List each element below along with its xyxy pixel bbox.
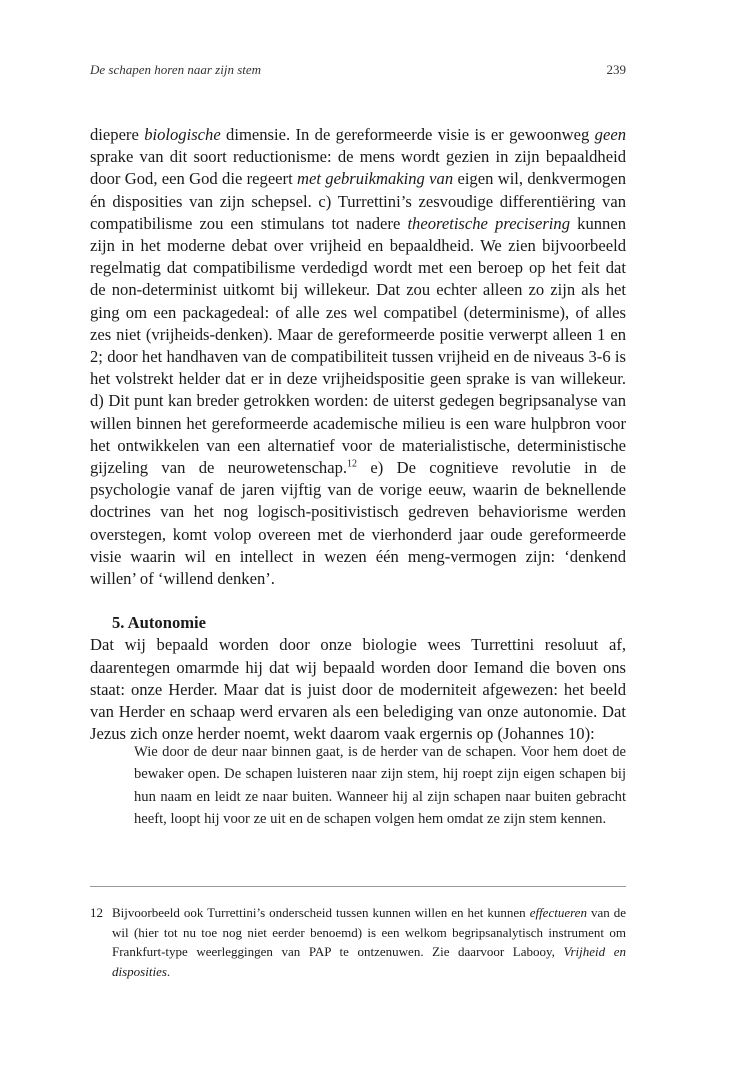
section-heading: 5. Autonomie	[112, 613, 207, 633]
text-run: Bijvoorbeeld ook Turrettini’s onderscheid tussen kunnen willen en het kunnen	[112, 905, 530, 920]
footnote-text	[112, 903, 626, 981]
main-text	[90, 124, 626, 745]
paragraph-2: Dat wij bepaald worden door onze biologie wees Turrettini resoluut af, daarentegen omarmde hij dat wij bepaald worden door Iemand die boven ons staat: onze Herder. Maar dat is juist door de moderniteit afgewezen: het beeld van Herder en schaap werd ervaren als een belediging van onze autonomie. Dat Jezus zich onze herder noemt, wekt daarom vaak ergernis op (Johannes 10):	[90, 635, 626, 744]
italic-run: biologische	[144, 125, 221, 144]
text-run: van de wil (hier tot nu toe nog niet eerder benoemd) is een welkom begripsanalytisch instrument om Frankfurt-type weerleggingen van PAP te ontzenuwen. Zie daarvoor Labooy,	[112, 905, 626, 960]
italic-run: effectueren	[529, 905, 587, 920]
text-run: .	[166, 963, 171, 979]
italic-run: Vrijheid en disposities	[112, 944, 626, 979]
italic-run: geen	[594, 125, 626, 144]
footnote-reference[interactable]: 12	[347, 458, 358, 470]
bible-quote: Wie door de deur naar binnen gaat, is de herder van de schapen. Voor hem doet de bewaker open. De schapen luisteren naar zijn stem, hij roept zijn eigen schapen bij hun naam en leidt ze naar buiten. Wanneer hij al zijn schapen naar buiten gebracht heeft, loopt hij voor ze uit en de schapen volgen hem omdat ze zijn stem kennen.	[134, 744, 626, 828]
text-run: sprake van dit soort reductionisme: de mens wordt gezien in zijn bepaaldheid door God, een God die regeert	[90, 147, 626, 189]
text-run: diepere	[90, 125, 145, 144]
paragraph-1	[90, 124, 626, 590]
text-run: e) De cognitieve revolutie in de psychologie vanaf de jaren vijftig van de vorige eeuw, waarin de beknellende doctrines van het nog logisch-positivistisch gedreven behaviorisme werden overstegen, komt volop overeen met de vierhonderd jaar oude gereformeerde visie waarin wil en intellect in wezen één meng-vermogen zijn: ‘denkend willen’ of ‘willend denken’.	[90, 458, 626, 589]
italic-run: met gebruikmaking van	[297, 169, 454, 189]
text-run: kunnen zijn in het moderne debat over vrijheid en bepaaldheid. We zien bijvoorbeeld regelmatig dat compatibilisme verdedigd wordt met een beroep op het feit dat de non-determinist uitkomt bij willekeur. Dat zou echter alleen zo zijn als het ging om een packagedeal: of alle zes wel compatibel (determinisme), of alles zes niet (vrijheids-denken). Maar de gereformeerde positie verwerpt alleen 1 en 2; door het handhaven van de compatibiliteit tussen vrijheid en de niveaus 3-6 is het volstrekt helder dat er in deze vrijheidspositie geen sprake is van willekeur. d) Dit punt kan breder getrokken worden: de uiterst gedegen begripsanalyse van willen binnen het gereformeerde academische milieu is een ware hulpbron voor het ontwikkelen van een alternatief voor de materialistische, deterministische gijzeling van de neurowetenschap.	[90, 213, 626, 478]
italic-run: theoretische precisering	[407, 213, 571, 233]
text-run: eigen wil, denkvermogen én disposities van zijn schepsel. c) Turrettini’s zesvoudige differentiëring van compatibilisme zou een stimulans tot nadere	[90, 169, 626, 233]
footnote-number: 12	[90, 905, 103, 920]
footnote-divider	[90, 886, 626, 887]
text-run: dimensie. In de gereformeerde visie is er gewoonweg	[220, 125, 595, 144]
footnote	[90, 903, 626, 981]
running-head-title: De schapen horen naar zijn stem	[90, 62, 262, 77]
page-number: 239	[606, 62, 626, 77]
running-head	[90, 62, 626, 78]
